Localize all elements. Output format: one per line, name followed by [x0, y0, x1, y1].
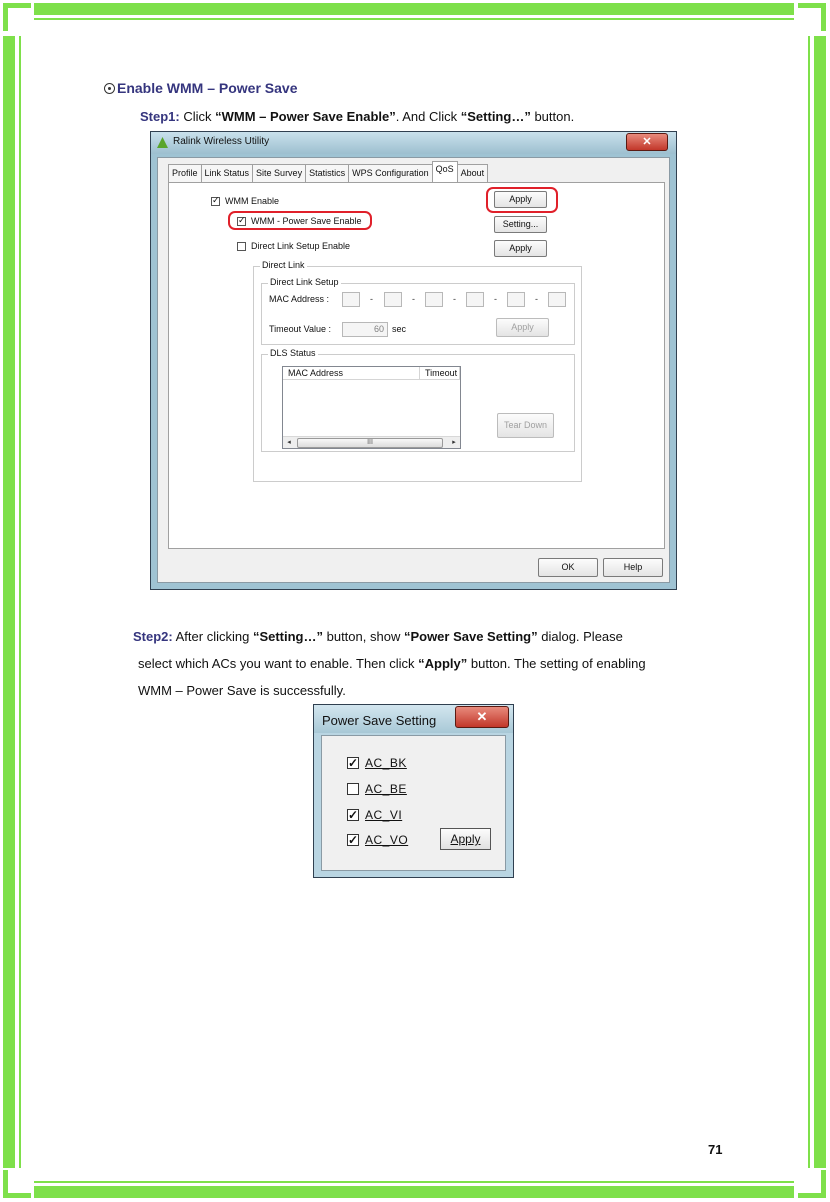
ac-bk-label: AC_BK: [365, 756, 407, 770]
frame-corner-top-left: [3, 3, 31, 31]
tear-down-button[interactable]: Tear Down: [497, 413, 554, 438]
ac-vo-label: AC_VO: [365, 833, 409, 847]
timeout-value-label: Timeout Value :: [269, 324, 332, 334]
step1-text: Click: [179, 109, 216, 124]
page-frame-right: [814, 36, 826, 1168]
step1-instruction: [140, 109, 574, 124]
step2-text: dialog. Please: [537, 629, 623, 644]
dls-status-group: [261, 348, 575, 452]
window-close-button[interactable]: ✕: [626, 133, 668, 151]
column-header-timeout[interactable]: Timeout: [420, 367, 460, 380]
tab-about[interactable]: About: [457, 164, 489, 182]
ac-vo-checkbox[interactable]: [347, 834, 359, 846]
help-button[interactable]: Help: [603, 558, 663, 577]
setup-apply-button[interactable]: Apply: [496, 318, 549, 337]
tab-link-status[interactable]: Link Status: [201, 164, 254, 182]
step2-text: After clicking: [172, 629, 253, 644]
ac-be-label: AC_BE: [365, 782, 407, 796]
direct-link-group-label: Direct Link: [262, 260, 305, 270]
scroll-right-arrow-icon[interactable]: ▸: [452, 439, 456, 446]
tab-strip: [168, 164, 487, 182]
apply-direct-link-button[interactable]: Apply: [494, 240, 547, 257]
ac-bk-row[interactable]: [347, 756, 407, 770]
step1-emphasis: “Setting…”: [460, 109, 531, 124]
page-frame-bottom: [34, 1186, 794, 1198]
direct-link-setup-label: Direct Link Setup Enable: [251, 241, 351, 251]
apply-button[interactable]: Apply: [494, 191, 547, 208]
step1-label: Step1:: [140, 109, 180, 124]
step2-text: select which ACs you want to enable. Then click: [138, 656, 419, 671]
scroll-thumb[interactable]: III: [297, 438, 443, 448]
ac-vi-checkbox[interactable]: [347, 809, 359, 821]
dialog-apply-button[interactable]: Apply: [440, 828, 491, 850]
qos-tab-panel: [168, 182, 665, 549]
dialog-client-area: [321, 735, 506, 871]
wmm-enable-label: WMM Enable: [225, 196, 280, 206]
frame-corner-bottom-right: [798, 1170, 826, 1198]
window-title: Ralink Wireless Utility: [173, 136, 270, 147]
frame-corner-top-right: [798, 3, 826, 31]
mac-separator: -: [535, 294, 538, 304]
circle-bullet-icon: [104, 83, 115, 94]
wmm-enable-row[interactable]: [211, 196, 279, 206]
ralink-app-icon: [157, 137, 168, 148]
step1-text: . And Click: [395, 109, 461, 124]
page-frame-inner-top: [34, 18, 794, 20]
tab-qos[interactable]: QoS: [432, 161, 458, 182]
ac-vi-row[interactable]: [347, 808, 402, 822]
direct-link-group: [253, 260, 582, 482]
tab-wps-configuration[interactable]: WPS Configuration: [348, 164, 433, 182]
dls-status-list[interactable]: [282, 366, 461, 449]
ac-bk-checkbox[interactable]: [347, 757, 359, 769]
tab-site-survey[interactable]: Site Survey: [252, 164, 306, 182]
window-titlebar: [151, 132, 676, 154]
power-save-enable-checkbox[interactable]: [237, 217, 246, 226]
mac-octet-input[interactable]: [466, 292, 484, 307]
setting-button[interactable]: Setting...: [494, 216, 547, 233]
section-title: [104, 80, 298, 96]
wmm-enable-checkbox[interactable]: [211, 197, 220, 206]
dls-status-group-label: DLS Status: [270, 348, 316, 358]
power-save-setting-dialog: [313, 704, 514, 878]
dialog-close-button[interactable]: ✕: [455, 706, 509, 728]
step2-label: Step2:: [133, 629, 173, 644]
direct-link-setup-group-label: Direct Link Setup: [270, 277, 339, 287]
tab-profile[interactable]: Profile: [168, 164, 202, 182]
direct-link-setup-group: [261, 277, 575, 345]
ac-be-checkbox[interactable]: [347, 783, 359, 795]
page-frame-top: [34, 3, 794, 15]
power-save-enable-row[interactable]: [237, 216, 362, 226]
page-frame-inner-bottom: [34, 1181, 794, 1183]
window-client-area: [157, 157, 670, 583]
step2-text: WMM – Power Save is successfully.: [138, 683, 346, 698]
mac-separator: -: [453, 294, 456, 304]
step2-text: button, show: [323, 629, 404, 644]
page-number: 71: [708, 1142, 723, 1157]
tab-statistics[interactable]: Statistics: [305, 164, 349, 182]
mac-octet-input[interactable]: [342, 292, 360, 307]
direct-link-setup-checkbox[interactable]: [237, 242, 246, 251]
mac-address-label: MAC Address :: [269, 294, 330, 304]
timeout-unit-label: sec: [392, 324, 407, 334]
page-frame-left: [3, 36, 15, 1168]
mac-octet-input[interactable]: [548, 292, 566, 307]
dialog-titlebar: [314, 705, 513, 733]
horizontal-scrollbar[interactable]: [283, 436, 460, 448]
mac-octet-input[interactable]: [384, 292, 402, 307]
step2-instruction: [133, 623, 728, 704]
mac-separator: -: [370, 294, 373, 304]
scroll-left-arrow-icon[interactable]: ◂: [287, 439, 291, 446]
mac-octet-input[interactable]: [425, 292, 443, 307]
ac-vo-row[interactable]: [347, 833, 408, 847]
step2-emphasis: “Setting…”: [252, 629, 323, 644]
ac-vi-label: AC_VI: [365, 808, 403, 822]
step2-text: button. The setting of enabling: [467, 656, 646, 671]
mac-separator: -: [412, 294, 415, 304]
ralink-utility-window: [150, 131, 677, 590]
step2-emphasis: “Apply”: [418, 656, 468, 671]
direct-link-setup-enable-row[interactable]: [237, 241, 350, 251]
page-frame-inner-right: [808, 36, 810, 1168]
power-save-enable-label: WMM - Power Save Enable: [251, 216, 362, 226]
mac-separator: -: [494, 294, 497, 304]
section-title-text: Enable WMM – Power Save: [117, 80, 298, 96]
dialog-title: Power Save Setting: [322, 713, 437, 728]
timeout-value-input[interactable]: 60: [342, 322, 388, 337]
step1-text: button.: [530, 109, 575, 124]
step1-emphasis: “WMM – Power Save Enable”: [215, 109, 396, 124]
step2-emphasis: “Power Save Setting”: [403, 629, 538, 644]
mac-octet-input[interactable]: [507, 292, 525, 307]
page-frame-inner-left: [19, 36, 21, 1168]
ac-be-row[interactable]: [347, 782, 407, 796]
column-header-mac-address[interactable]: MAC Address: [283, 367, 420, 380]
ok-button[interactable]: OK: [538, 558, 598, 577]
frame-corner-bottom-left: [3, 1170, 31, 1198]
